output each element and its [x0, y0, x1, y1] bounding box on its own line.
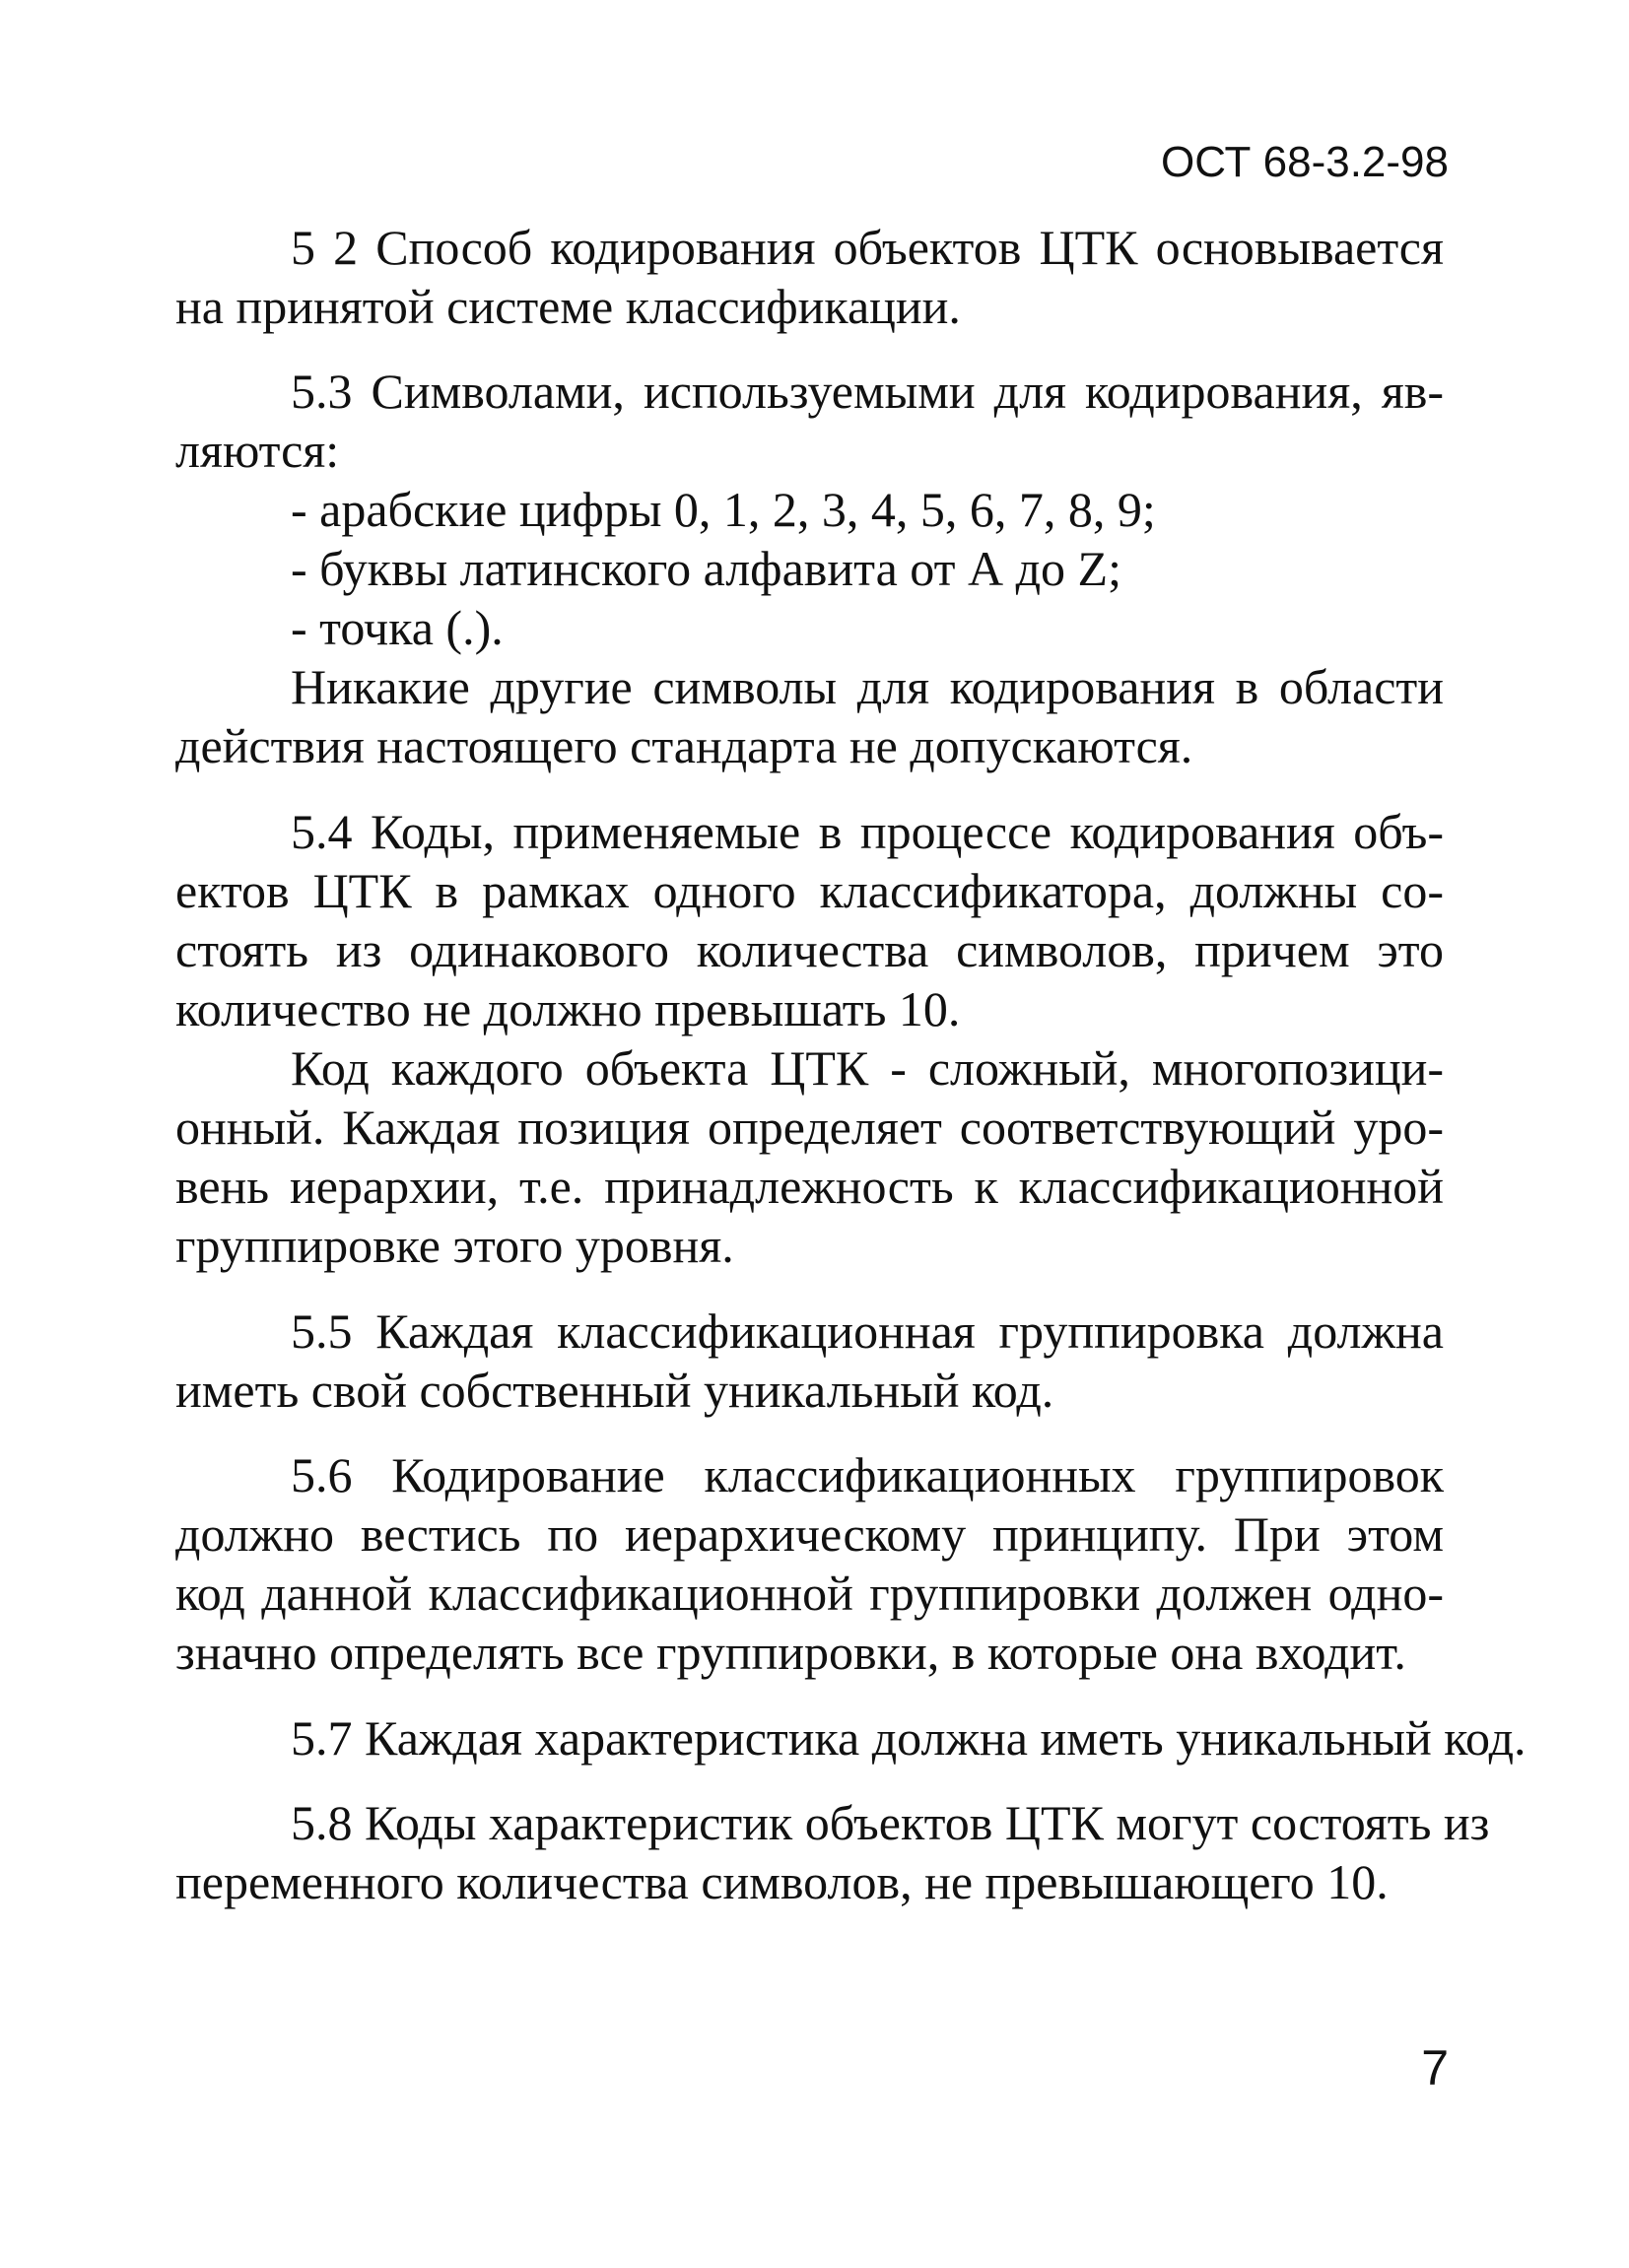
text-line: Никакие другие символы для кодирования в области [291, 659, 1444, 714]
text-line: на принятой системе классификации. [175, 279, 961, 334]
text-line: Код каждого объекта ЦТК - сложный, многопозици- [291, 1040, 1444, 1096]
text-line: переменного количества символов, не превышающего 10. [175, 1854, 1389, 1909]
document-header: ОСТ 68-3.2-98 [1161, 138, 1449, 186]
list-item: - арабские цифры 0, 1, 2, 3, 4, 5, 6, 7, 8, 9; [291, 482, 1156, 537]
list-item: - буквы латинского алфавита от А до Z; [291, 541, 1121, 596]
text-line: значно определять все группировки, в которые она входит. [175, 1625, 1406, 1680]
text-line: код данной классификационной группировки должен одно- [175, 1566, 1444, 1621]
text-line: действия настоящего стандарта не допускаются. [175, 718, 1193, 773]
text-line: ляются: [175, 423, 340, 478]
text-line: 5.8 Коды характеристик объектов ЦТК могут состоять из [291, 1795, 1490, 1850]
text-line: онный. Каждая позиция определяет соответствующий уро- [175, 1100, 1444, 1155]
text-line: 5.3 Символами, используемыми для кодирования, яв- [291, 364, 1444, 419]
text-line: 5.6 Кодирование классификационных группировок [291, 1447, 1444, 1502]
text-line: группировке этого уровня. [175, 1218, 734, 1273]
text-line: 5.5 Каждая классификационная группировка должна [291, 1303, 1444, 1359]
text-line: вень иерархии, т.е. принадлежность к классификационной [175, 1159, 1444, 1214]
text-line: количество не должно превышать 10. [175, 981, 961, 1036]
text-line: 5 2 Способ кодирования объектов ЦТК основывается [291, 220, 1444, 275]
text-line: стоять из одинакового количества символов, причем это [175, 922, 1444, 977]
text-line: ектов ЦТК в рамках одного классификатора, должны со- [175, 863, 1444, 918]
list-item: - точка (.). [291, 600, 504, 655]
text-line: 5.4 Коды, применяемые в процессе кодирования объ- [291, 804, 1444, 859]
text-line: должно вестись по иерархическому принципу. При этом [175, 1506, 1444, 1562]
text-line: иметь свой собственный уникальный код. [175, 1363, 1054, 1418]
page-number: 7 [1421, 2040, 1449, 2096]
text-line: 5.7 Каждая характеристика должна иметь уникальный код. [291, 1710, 1527, 1766]
